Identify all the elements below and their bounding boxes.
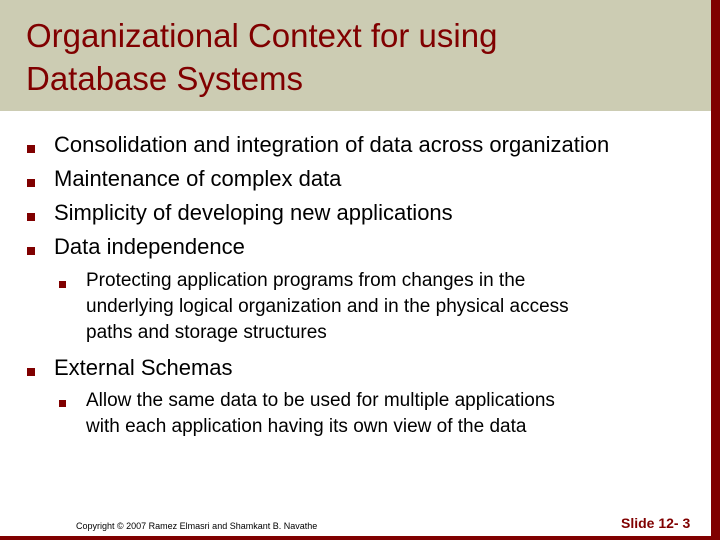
footer-copyright: Copyright © 2007 Ramez Elmasri and Shamkant B. Navathe xyxy=(76,521,318,531)
slide-number: Slide 12- 3 xyxy=(621,515,691,531)
sub-bullet-line: Protecting application programs from changes in the xyxy=(86,270,526,291)
sub-bullet-protecting-programs xyxy=(86,268,686,346)
sub-bullet-line: underlying logical organization and in the physical access xyxy=(86,296,569,317)
bullet-marker xyxy=(27,247,35,255)
sub-bullet-line: Allow the same data to be used for multiple applications xyxy=(86,390,555,411)
bullet-simplicity: Simplicity of developing new applications xyxy=(54,200,453,225)
bullet-external-schemas: External Schemas xyxy=(54,355,233,380)
slide-title-line-2: Database Systems xyxy=(26,60,303,97)
right-accent-strip xyxy=(711,0,720,540)
bullet-maintenance: Maintenance of complex data xyxy=(54,166,342,191)
sub-bullet-marker xyxy=(59,400,66,407)
sub-bullet-line: with each application having its own view of the data xyxy=(86,416,527,437)
bullet-marker xyxy=(27,368,35,376)
sub-bullet-marker xyxy=(59,281,66,288)
bullet-consolidation: Consolidation and integration of data across organization xyxy=(54,132,610,157)
bullet-marker xyxy=(27,179,35,187)
sub-bullet-line: paths and storage structures xyxy=(86,322,327,343)
bullet-marker xyxy=(27,213,35,221)
bullet-marker xyxy=(27,145,35,153)
sub-bullet-same-data xyxy=(86,388,686,440)
bullet-data-independence: Data independence xyxy=(54,234,245,259)
slide-title-line-1: Organizational Context for using xyxy=(26,17,498,54)
